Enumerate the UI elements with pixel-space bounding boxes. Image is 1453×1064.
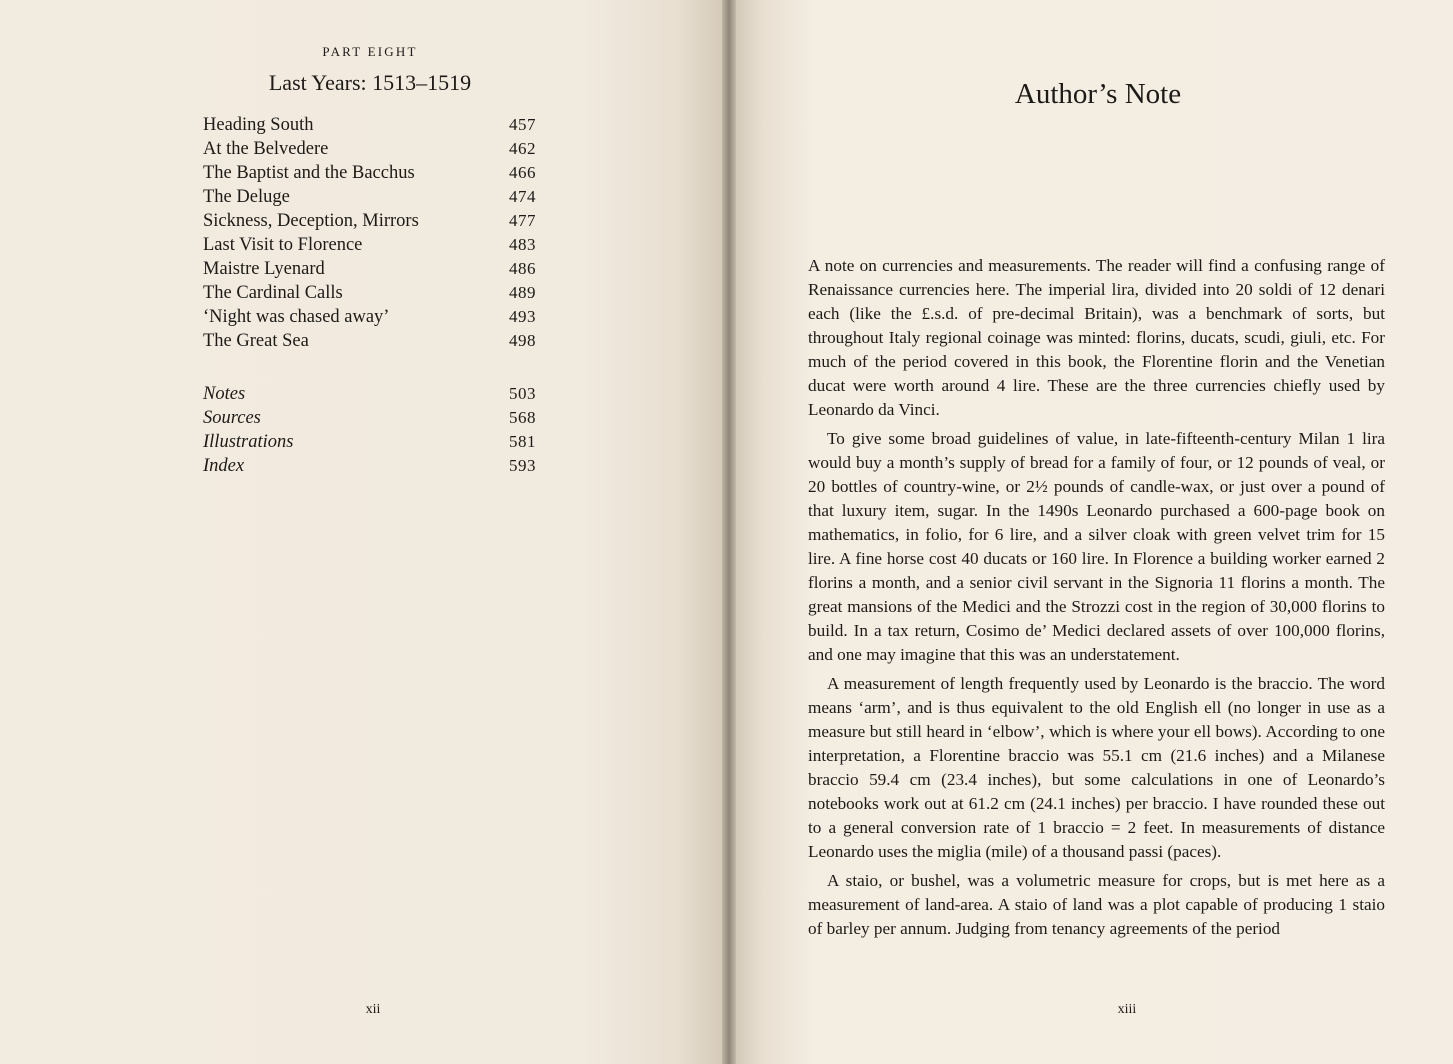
part-title: Last Years: 1513–1519 [268,70,472,95]
entry-page-number: 498 [509,331,536,350]
paragraph: To give some broad guidelines of value, in late-fifteenth-century Milan 1 lira would buy a month’s supply of bread for a family of four, or 12 pounds of veal, or 20 bottles of country-wine, or 2½ pounds of candle-wax, or just over a pound of that luxury item, sugar. In the 1490s Leonardo purchased a 600-page book on mathematics, in folio, for 6 lire, and a silver cloak with green velvet trim for 15 lire. A fine horse cost 40 ducats or 160 lire. In Florence a building worker earned 2 florins a month, and a senior civil servant in the Signoria 11 florins a month. The great mansions of the Medici and the Strozzi cost in the region of 30,000 florins to build. In a tax return, Cosimo de’ Medici declared assets of over 100,000 florins, and one may imagine that this was an understatement. [808,429,1385,664]
paragraph: A staio, or bushel, was a volumetric measure for crops, but is met here as a measurement of land-area. A staio of land was a plot capable of producing 1 staio of barley per annum. Judging from tenancy agreements of the period [808,871,1385,938]
paragraph: A measurement of length frequently used by Leonardo is the braccio. The word means ‘arm’, and is thus equivalent to the old English ell (no longer in use as a measure but still heard in ‘elbow’, which is where your ell bows). According to one interpretation, a Florentine braccio was 55.1 cm (21.6 inches) and a Milanese braccio 59.4 cm (23.4 inches), but some calculations in one of Leonardo’s notebooks work out at 61.2 cm (24.1 inches) per braccio. I have rounded these out to a general conversion rate of 1 braccio = 2 feet. In measurements of distance Leonardo uses the miglia (mile) of a thousand passi (paces). [808,674,1385,861]
back-matter-entry [203,454,536,478]
entry-title: ‘Night was chased away’ [203,307,390,327]
contents-entry [203,137,536,161]
entry-page-number: 486 [509,259,536,278]
entry-title: Heading South [203,115,314,135]
contents-entry [203,281,536,305]
note-body [808,254,1385,946]
chapter-title: Author’s Note [1014,78,1182,110]
entry-title: The Baptist and the Bacchus [203,163,415,183]
page-number-right: xiii [1117,1002,1137,1017]
contents-list [203,113,536,353]
entry-page-number: 483 [509,235,536,254]
contents-entry [203,233,536,257]
entry-title: Sources [203,408,261,428]
back-matter-list [203,382,536,478]
page-number-left: xii [365,1002,381,1017]
part-label: PART EIGHT [322,44,418,59]
contents-entry [203,161,536,185]
entry-title: Maistre Lyenard [203,259,325,279]
back-matter-entry [203,430,536,454]
entry-title: At the Belvedere [203,139,329,159]
back-matter-entry [203,382,536,406]
right-page-authors-note [728,0,1453,1064]
contents-entry [203,185,536,209]
entry-page-number: 581 [509,432,536,451]
entry-page-number: 474 [509,187,536,206]
entry-title: Last Visit to Florence [203,235,363,255]
entry-page-number: 457 [509,115,536,134]
entry-page-number: 462 [509,139,536,158]
contents-entry [203,257,536,281]
entry-page-number: 489 [509,283,536,302]
entry-title: Sickness, Deception, Mirrors [203,211,419,231]
entry-title: The Deluge [203,187,290,207]
entry-page-number: 593 [509,456,536,475]
entry-title: Illustrations [203,432,294,452]
entry-page-number: 568 [509,408,536,427]
back-matter-entry [203,406,536,430]
entry-page-number: 503 [509,384,536,403]
entry-title: Index [203,456,245,476]
paragraph: A note on currencies and measurements. The reader will find a confusing range of Renaissance currencies here. The imperial lira, divided into 20 soldi of 12 denari each (like the £.s.d. of pre-decimal Britain), was a benchmark of sorts, but throughout Italy regional coinage was minted: florins, ducats, scudi, giuli, etc. For much of the period covered in this book, the Florentine florin and the Venetian ducat were worth around 4 lire. These are the three currencies chiefly used by Leonardo da Vinci. [808,256,1385,419]
entry-page-number: 477 [509,211,536,230]
entry-title: The Great Sea [203,331,309,351]
entry-page-number: 466 [509,163,536,182]
contents-entry [203,329,536,353]
contents-entry [203,305,536,329]
contents-entry [203,113,536,137]
contents-entry [203,209,536,233]
entry-title: Notes [203,384,246,404]
entry-page-number: 493 [509,307,536,326]
entry-title: The Cardinal Calls [203,283,343,303]
book-gutter [722,0,736,1064]
